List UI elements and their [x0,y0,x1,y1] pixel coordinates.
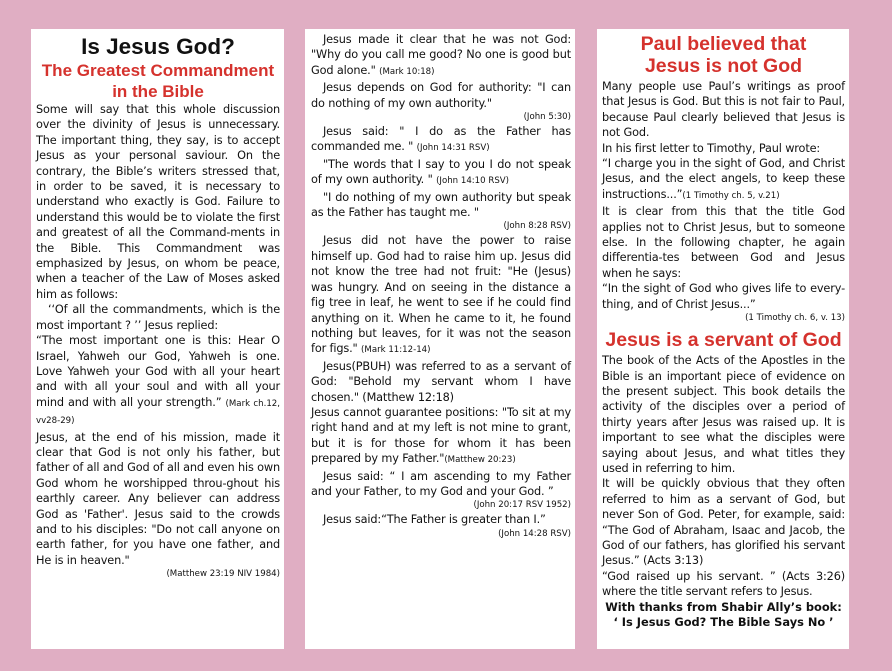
commandment-quote-ref: (Mark ch.12, vv28-29) [36,398,280,427]
quote-6-text: Jesus did not have the power to raise himself up. God had to raise him up. Jesus did not know the tree had not fruit: "He (Jesus) was hungry. And on seeing in the distance a fig tree in leaf, he went to see if he could find anything on it. When he came to it, he found nothing but leaves, for it was not the season for figs." [311,234,571,356]
quote-1-ref: (Mark 10:18) [379,66,435,77]
quote-3-ref: (John 14:31 RSV) [416,143,490,154]
credit-line-1: With thanks from Shabir Ally’s book: [605,599,842,614]
paul-quote-2: “In the sight of God who gives life to every-thing, and of Christ Jesus...” [602,282,845,311]
quote-9-ref: (John 20:17 RSV 1952) [473,500,571,511]
panel-left-body [36,102,280,581]
heading-servant: Jesus is a servant of God [605,329,842,352]
page-title: Is Jesus God? [81,34,235,59]
quote-8-ref: (Matthew 20:23) [444,455,516,466]
paul-quote-2-ref: (1 Timothy ch. 6, v. 13) [745,313,845,324]
quote-3-text: Jesus said: " I do as the Father has commanded me. " [311,125,571,154]
question-paragraph: ‘‘Of all the commandments, which is the most important ? ’’ Jesus replied: [36,303,280,332]
panel-right [597,29,849,649]
quote-6 [311,233,571,358]
quote-10-ref: (John 14:28 RSV) [498,528,571,539]
quote-4-text: "The words that I say to you I do not speak of my own authority. " [311,157,571,187]
subtitle-line-1: The Greatest Commandment [41,61,275,80]
commandment-quote-text: “The most important one is this: Hear O Israel, Yahweh our God, Yahweh is one. Love Yahweh your God with all your heart and with all your soul and with all your mind and with all your strength.” [36,334,280,409]
panel-right-body-1 [602,79,845,325]
quote-1 [311,32,571,80]
paul-quote-1-text: “I charge you in the sight of God, and Christ Jesus, and the elect angels, to keep these instructions...” [602,157,845,201]
quote-8 [311,405,571,469]
quote-2: Jesus depends on God for authority: "I can do nothing of my own authority." [311,81,571,110]
commandment-quote [36,333,280,429]
quote-7: Jesus(PBUH) was referred to as a servant of God: "Behold my servant whom I have chosen." (Matthew 12:18) [311,359,571,404]
paul-paragraph-2: In his first letter to Timothy, Paul wrote: [602,141,821,155]
father-paragraph: Jesus, at the end of his mission, made it clear that God is not only his father, but father of all and God of all and even his own God whom he worshipped throu-ghout his earthly career. Any believer can address God as 'Father'. Jesus said to the crowds and to his disciples: "Do not call anyone on earth father, for you have one father, and He is in heaven." [36,430,281,567]
quote-2-ref: (John 5:30) [523,112,571,123]
quote-1-text: Jesus made it clear that he was not God: "Why do you call me good? No one is good but God alone." [311,33,571,77]
acts-paragraph-3: “God raised up his servant. ” (Acts 3:26) where the title servant refers to Jesus. [602,569,845,599]
quote-5-ref: (John 8:28 RSV) [503,221,571,232]
heading-paul-line-2: Jesus is not God [644,55,803,77]
panel-middle-body [311,32,571,541]
panel-left [31,29,284,649]
quote-3 [311,124,571,157]
acts-paragraph-1: The book of the Acts of the Apostles in the Bible is an important piece of evidence on the present subject. This book details the activity of the disciples over a period of thirty years after Jesus was raised up. It is important to see what the disciples were saying about Jesus, and what titles they used in referring to him. [602,354,845,475]
heading-paul-line-1: Paul believed that [640,33,807,55]
quote-5: "I do nothing of my own authority but speak as the Father has taught me. " [311,190,571,220]
quote-8-text: Jesus cannot guarantee positions: "To sit at my right hand and at my left is not mine to grant, but it is for those for whom it has been prepared by my Father." [311,405,571,466]
quote-4-ref: (John 14:10 RSV) [436,176,510,187]
subtitle-line-2: in the Bible [112,82,204,101]
quote-10: Jesus said:“The Father is greater than I.” [323,513,546,527]
quote-9: Jesus said: “ I am ascending to my Father and your Father, to my God and your God. ” [311,469,571,498]
paul-paragraph-3: It is clear from this that the title God applies not to Christ Jesus, but to someone else. In the following chapter, he again differentia-tes between God and Jesus when he says: [602,205,845,280]
paul-paragraph-1: Many people use Paul’s writings as proof that Jesus is God. But this is not fair to Paul, because Paul clearly believed that Jesus is not God. [602,80,845,140]
quote-4 [311,157,571,190]
paul-quote-1-ref: (1 Timothy ch. 5, v.21) [682,190,780,201]
father-paragraph-ref: (Matthew 23:19 NIV 1984) [166,569,280,580]
intro-paragraph: Some will say that this whole discussion over the divinity of Jesus is unnecessary. The important thing, they say, is to accept Jesus as your personal saviour. On the contrary, the Bible’s writers stressed that, in order to be saved, it is necessary to understand who exactly is God. Failure to understand this would be to violate the first and greatest of all the Command-ments in the Bible. This Commandment was emphasized by Jesus, on whom be peace, when a teacher of the Law of Moses asked him as follows: [36,103,280,301]
credit-line-2: ‘ Is Jesus God? The Bible Says No ’ [613,614,834,629]
paul-quote-1 [602,156,845,204]
panel-middle [305,29,575,649]
acts-paragraph-2: It will be quickly obvious that they often referred to him as a servant of God, but never Son of God. Peter, for example, said: “The God of Abraham, Isaac and Jacob, the God of our fathers, has glorified his servant Jesus.” (Acts 3:13) [602,477,845,568]
panel-right-body-2 [602,353,845,600]
quote-6-ref: (Mark 11:12-14) [361,345,431,356]
